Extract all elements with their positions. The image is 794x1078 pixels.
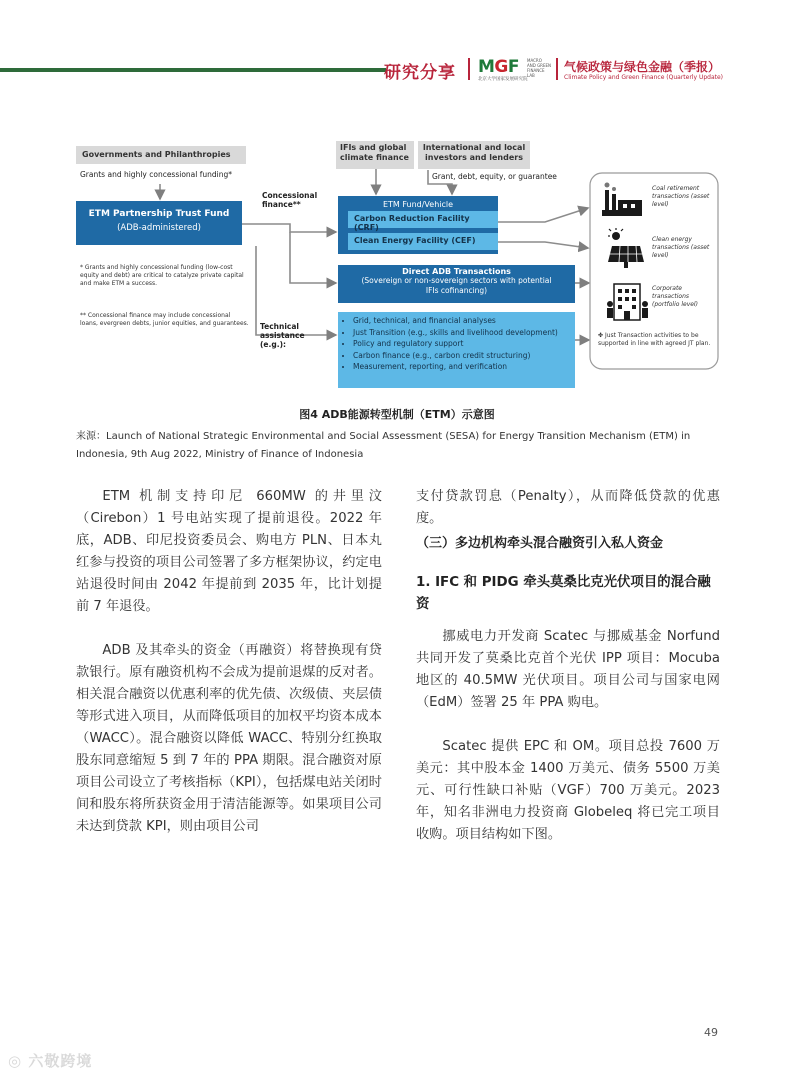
left-column <box>76 486 382 838</box>
paragraph: Scatec 提供 EPC 和 OM。项目总投 7600 万美元：其中股本金 1400 万美元、债务 5500 万美元、可行性缺口补贴（VGF）700 万美元。2023 年，知名非洲电力投资商 Globeleq 将已完工项目收购。项目结构如下图。 <box>416 739 720 842</box>
governments-box: Governments and Philanthropies <box>76 146 246 164</box>
clean-energy-label: Clean energy transactions (asset level) <box>652 236 710 259</box>
coal-retirement-label: Coal retirement transactions (asset level) <box>652 185 710 208</box>
publication-title-cn: 气候政策与绿色金融（季报） <box>564 60 721 74</box>
ifis-box: IFIs and global climate finance <box>336 141 414 169</box>
investors-box: International and local investors and lenders <box>418 141 530 169</box>
paragraph: 挪威电力开发商 Scatec 与挪威基金 Norfund 共同开发了莫桑比克首个光伏 IPP 项目：Mocuba 地区的 40.5MW 光伏项目。项目公司与国家电网（EdM）签署 25 年 PPA 购电。 <box>416 629 720 710</box>
grants-label: Grants and highly concessional funding* <box>80 170 232 179</box>
corporate-building-icon <box>607 284 648 320</box>
cef-box: Clean Energy Facility (CEF) <box>348 233 498 250</box>
subsection-heading: 1. IFC 和 PIDG 牵头莫桑比克光伏项目的混合融资 <box>416 575 711 612</box>
note-concessional: ** Concessional finance may include concessional loans, evergreen debts, junior equities, and guarantees. <box>80 312 249 327</box>
technical-assistance-box <box>338 312 575 388</box>
right-column-continuation <box>416 486 720 530</box>
etm-fund-vehicle-box: ETM Fund/Vehicle <box>338 196 498 254</box>
ta-item: • Just Transition (e.g., skills and livelihood development) <box>353 327 569 339</box>
etm-trust-fund-box: ETM Partnership Trust Fund (ADB-administered) <box>76 201 242 245</box>
mgf-logo: MGF <box>478 57 520 77</box>
note-grants: * Grants and highly concessional funding (low-cost equity and debt) are critical to catalyze private capital and make ETM a success. <box>80 264 244 287</box>
figure-source: 来源：Launch of National Strategic Environmental and Social Assessment (SESA) for Energy Transition Mechanism (ETM) in Indonesia, 9th Aug 2022, Ministry of Finance of Indonesia <box>76 431 691 460</box>
corporate-transactions-label: Corporate transactions (portfolio level) <box>652 285 698 308</box>
ta-item: • Measurement, reporting, and verification <box>353 361 569 373</box>
figure-caption: 图4 ADB能源转型机制（ETM）示意图 <box>299 408 495 421</box>
coal-plant-icon <box>602 183 642 217</box>
ta-item: • Policy and regulatory support <box>353 338 569 350</box>
section-heading: （三）多边机构牵头混合融资引入私人资金 <box>416 536 664 551</box>
grant-debt-label: Grant, debt, equity, or guarantee <box>432 172 557 181</box>
publication-title-en: Climate Policy and Green Finance (Quarterly Update) <box>564 74 724 81</box>
paragraph: ADB 及其牵头的资金（再融资）将替换现有贷款银行。原有融资机构不会成为提前退煤的反对者。相关混合融资以优惠利率的优先债、次级债、夹层债等形式进入项目，从而降低项目的加权平均资本成本（WACC）。混合融资以降低 WACC、特别分红换取股东同意缩短 5 到 7 年的 PPA 期限。混合融资对原项目公司设立了考核指标（KPI），包括煤电站关闭时间和股东将所获资金用于清洁能源等。如果项目公司未达到贷款 KPI，则由项目公司 <box>76 643 382 834</box>
technical-assistance-label: Technical assistance (e.g.): <box>260 322 305 349</box>
section-title: 研究分享 <box>384 63 456 83</box>
paragraph-continuation: 支付贷款罚息（Penalty），从而降低贷款的优惠度。 <box>416 489 720 526</box>
right-column <box>416 626 720 846</box>
mgf-logo-subtext: MACRO AND GREEN FINANCE LAB <box>527 58 552 78</box>
concessional-finance-label: Concessional finance** <box>262 191 318 209</box>
ta-item: • Carbon finance (e.g., carbon credit structuring) <box>353 350 569 362</box>
ta-item: • Grid, technical, and financial analyses <box>353 315 569 327</box>
mgf-logo-cn: 北京大学国家发展研究院 <box>478 77 528 82</box>
watermark: ◎ 六敬跨境 <box>8 1052 93 1070</box>
solar-panel-icon <box>608 228 644 268</box>
direct-adb-box: Direct ADB Transactions (Sovereign or non-sovereign sectors with potential IFIs cofinancing) <box>338 265 575 303</box>
jt-note: ✤ Just Transaction activities to be supported in line with agreed JT plan. <box>598 332 711 347</box>
crf-box: Carbon Reduction Facility (CRF) <box>348 211 498 228</box>
page-number: 49 <box>704 1026 718 1039</box>
paragraph: ETM 机制支持印尼 660MW 的井里汶（Cirebon）1 号电站实现了提前退役。2022 年底，ADB、印尼投资委员会、购电方 PLN、日本丸红参与投资的项目公司签署了多方框架协议，约定电站退役时间由 2042 年提前到 2035 年，比计划提前 7 年退役。 <box>76 489 382 614</box>
